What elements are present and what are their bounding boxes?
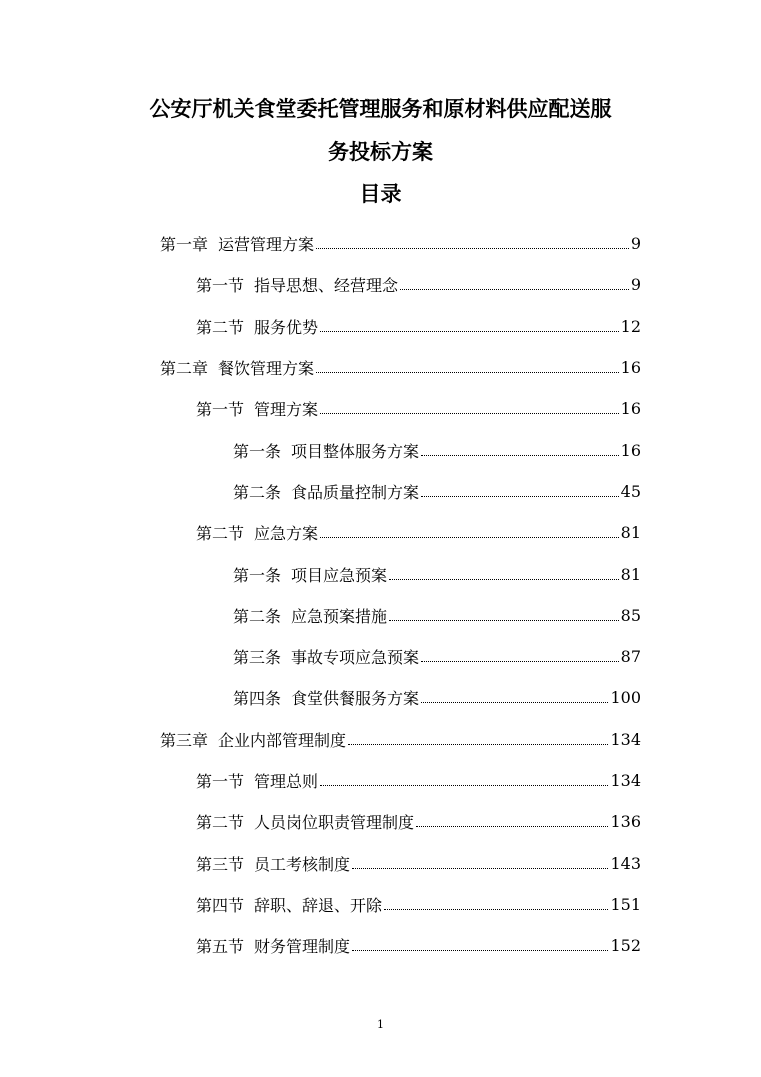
toc-heading: 目录: [359, 182, 402, 206]
toc-entry-page: 136: [610, 812, 641, 832]
toc-entry-page: 12: [620, 316, 641, 336]
toc-dot-leader: [389, 620, 619, 621]
toc-entry[interactable]: [0, 677, 761, 718]
toc-entry-number: 第二条: [233, 482, 282, 502]
toc-entry-title: 食堂供餐服务方案: [291, 689, 420, 709]
toc-entry-title: 辞职、辞退、开除: [254, 895, 383, 915]
toc-entry[interactable]: [0, 264, 761, 305]
toc-entry-number: 第三节: [196, 854, 245, 874]
toc-entry[interactable]: [0, 512, 761, 553]
toc-dot-leader: [421, 496, 619, 497]
toc-entry-title: 人员岗位职责管理制度: [254, 813, 415, 833]
toc-entry-page: 134: [610, 771, 641, 790]
toc-entry[interactable]: [0, 429, 761, 470]
toc-entry-title: 应急方案: [254, 524, 319, 544]
toc-entry-title: 财务管理制度: [254, 937, 351, 957]
toc-entry[interactable]: [0, 636, 761, 677]
toc-entry[interactable]: [0, 801, 761, 842]
toc-entry[interactable]: [0, 347, 761, 388]
page-number: 1: [377, 1018, 384, 1031]
toc-dot-leader: [316, 372, 619, 373]
toc-entry[interactable]: [0, 884, 761, 925]
toc-entry-page: 16: [620, 358, 641, 378]
toc-entry-page: 152: [610, 936, 641, 956]
toc-entry-number: 第四条: [233, 689, 282, 709]
toc-entry[interactable]: [0, 760, 761, 801]
toc-entry-number: 第五节: [196, 937, 245, 957]
toc-entry-page: 143: [610, 853, 641, 873]
toc-dot-leader: [421, 702, 608, 703]
document-title-line-1: 公安厅机关食堂委托管理服务和原材料供应配送服: [149, 97, 612, 121]
toc-entry[interactable]: [0, 842, 761, 883]
toc-entry-number: 第一条: [233, 565, 282, 585]
toc-entry-page: 9: [630, 234, 641, 254]
toc-dot-leader: [320, 413, 619, 414]
toc-entry-number: 第一节: [196, 400, 245, 420]
toc-dot-leader: [352, 868, 608, 869]
toc-dot-leader: [421, 661, 619, 662]
toc-entry-title: 指导思想、经营理念: [254, 276, 399, 296]
toc-entry-number: 第三条: [233, 648, 282, 668]
toc-dot-leader: [389, 579, 619, 580]
toc-entry-number: 第四节: [196, 895, 245, 915]
toc-entry[interactable]: [0, 471, 761, 512]
toc-entry-title: 项目应急预案: [291, 565, 388, 585]
toc-entry-number: 第三章: [160, 730, 209, 750]
toc-entry[interactable]: [0, 595, 761, 636]
toc-entry-title: 食品质量控制方案: [291, 482, 420, 502]
toc-dot-leader: [320, 785, 608, 786]
toc-entry-number: 第二节: [196, 317, 245, 337]
toc-entry-page: 16: [620, 440, 641, 460]
toc-dot-leader: [421, 455, 619, 456]
toc-entry-number: 第二章: [160, 359, 209, 379]
toc-entry-title: 运营管理方案: [218, 235, 315, 255]
toc-entry-number: 第二节: [196, 524, 245, 544]
toc-entry-title: 管理方案: [254, 400, 319, 420]
toc-entry-page: 16: [620, 399, 641, 419]
toc-entry[interactable]: [0, 553, 761, 594]
toc-entry[interactable]: [0, 925, 761, 966]
toc-entry-title: 管理总则: [254, 772, 319, 791]
toc-entry[interactable]: [0, 306, 761, 347]
toc-entry-page: 100: [610, 688, 641, 708]
toc-entry-title: 项目整体服务方案: [291, 441, 420, 461]
toc-dot-leader: [400, 289, 629, 290]
toc-entry-number: 第一节: [196, 772, 245, 791]
toc-entry-number: 第一节: [196, 276, 245, 296]
toc-entry-page: 9: [630, 275, 641, 295]
toc-entry-number: 第二条: [233, 606, 282, 626]
toc-entry[interactable]: [0, 223, 761, 264]
toc-entry-page: 151: [610, 894, 641, 914]
toc-dot-leader: [352, 950, 608, 951]
toc-entry-title: 服务优势: [254, 317, 319, 337]
toc-dot-leader: [320, 537, 619, 538]
toc-entry-title: 员工考核制度: [254, 854, 351, 874]
toc-entry-page: 134: [610, 729, 641, 749]
toc-entry[interactable]: [0, 719, 761, 760]
toc-entry-number: 第一章: [160, 235, 209, 255]
table-of-contents: [0, 223, 761, 966]
toc-entry-number: 第一条: [233, 441, 282, 461]
toc-dot-leader: [416, 826, 608, 827]
toc-entry[interactable]: [0, 388, 761, 429]
toc-entry-page: 87: [620, 647, 641, 667]
toc-entry-title: 事故专项应急预案: [291, 648, 420, 668]
toc-entry-page: 85: [620, 605, 641, 625]
toc-dot-leader: [384, 909, 608, 910]
toc-dot-leader: [316, 248, 629, 249]
toc-entry-title: 企业内部管理制度: [218, 730, 347, 750]
toc-dot-leader: [320, 331, 619, 332]
toc-entry-page: 81: [620, 523, 641, 543]
toc-entry-page: 45: [620, 481, 641, 501]
toc-entry-number: 第二节: [196, 813, 245, 833]
document-title-line-2: 务投标方案: [328, 140, 433, 164]
toc-entry-page: 81: [620, 564, 641, 584]
toc-entry-title: 餐饮管理方案: [218, 359, 315, 379]
toc-dot-leader: [348, 744, 608, 745]
toc-entry-title: 应急预案措施: [291, 606, 388, 626]
